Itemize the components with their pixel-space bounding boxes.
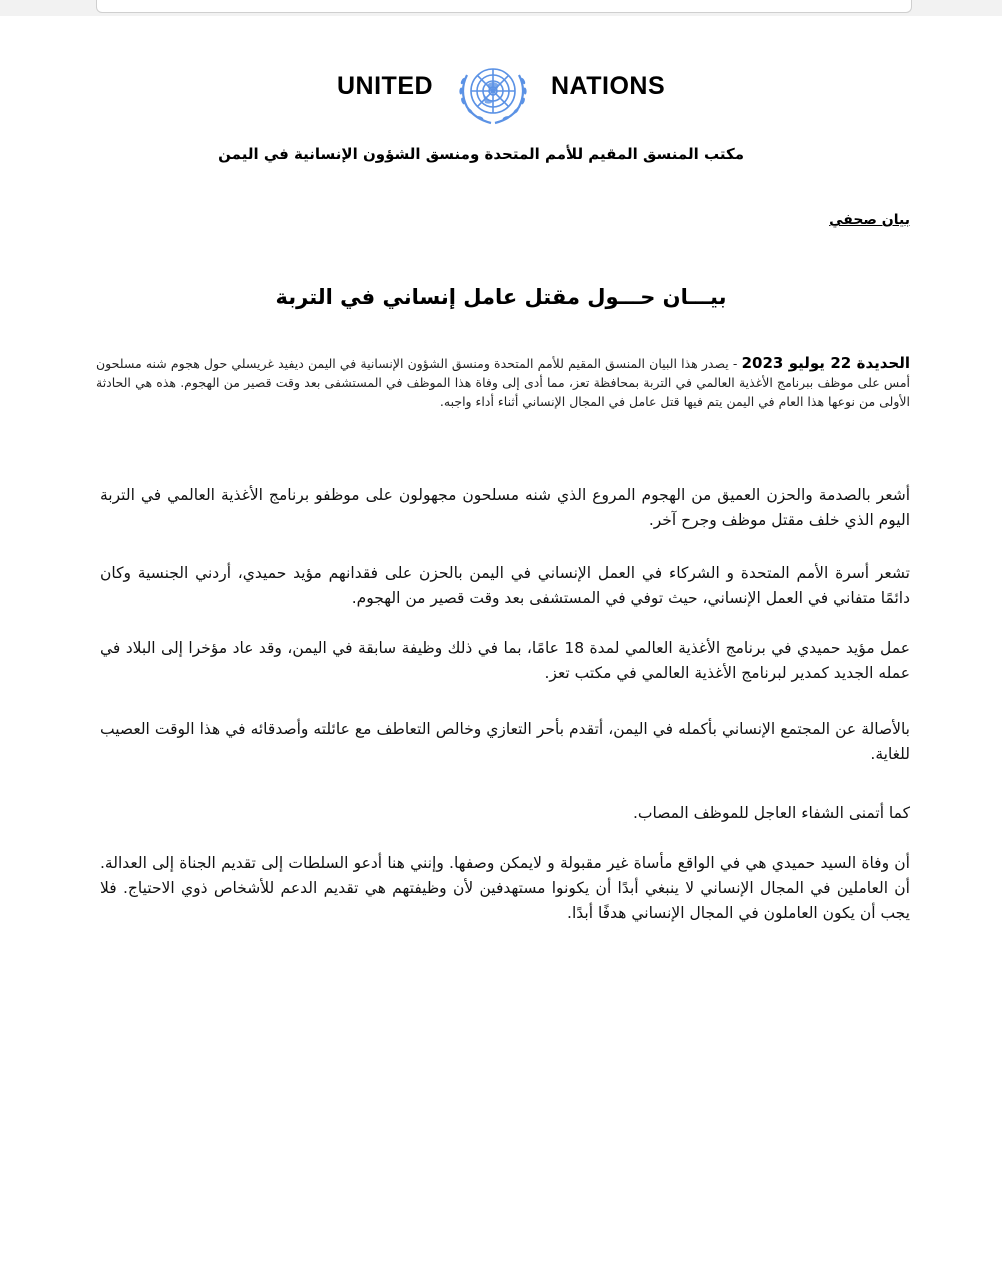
body-paragraph: كما أتمنى الشفاء العاجل للموظف المصاب. [632,804,910,822]
un-nations-word: NATIONS [551,72,666,100]
intro-text: - يصدر هذا البيان المنسق المقيم للأمم المتحدة ومنسق الشؤون الإنسانية في اليمن ديفيد غريسلي حول هجوم شنه مسلحون أمس على موظف ببرنامج الأغذية العالمي في التربة بمحافظة تعز، مما أدى إلى وفاة هذا الموظف في المستشفى بعد وقت قصير من الهجوم. هذه هي الحادثة الأولى من نوعها هذا العام في اليمن يتم فيها قتل عامل في المجال الإنساني أثناء أداء واجبه. [96,356,910,409]
body-paragraph: أن وفاة السيد حميدي هي في الواقع مأساة غير مقبولة و لايمكن وصفها. وإنني هنا أدعو السلطات إلى تقديم الجناة إلى العدالة. أن العاملين في المجال الإنساني لا ينبغي أبدًا أن يكونوا مستهدفين لأن وظيفتهم هي تقديم الدعم للأشخاص ذوي الاحتياج. فلا يجب أن يكون العاملون في المجال الإنساني هدفًا أبدًا. [100,854,910,922]
body-paragraph: عمل مؤيد حميدي في برنامج الأغذية العالمي لمدة 18 عامًا، بما في ذلك وظيفة سابقة في اليمن، وقد عاد مؤخرا إلى البلاد في عمله الجديد كمدير لبرنامج الأغذية العالمي في مكتب تعز. [100,639,911,682]
intro-paragraph [96,354,910,411]
un-united-word: UNITED [337,72,434,100]
body-paragraph: أشعر بالصدمة والحزن العميق من الهجوم المروع الذي شنه مسلحون مجهولون على موظفو برنامج الأغذية العالمي في التربة اليوم الذي خلف مقتل موظف وجرح آخر. [100,486,910,529]
top-frame [0,0,1002,16]
headline: بيـــان حـــول مقتل عامل إنساني في التربة [275,285,727,309]
press-release-label: بيان صحفي [829,212,910,228]
un-emblem-icon [453,55,533,131]
dateline: الحديدة 22 يوليو 2023 [741,354,910,372]
body-paragraph: بالأصالة عن المجتمع الإنساني بأكمله في اليمن، أتقدم بأحر التعازي وخالص التعاطف مع عائلته وأصدقائه في هذا الوقت العصيب للغاية. [100,720,910,763]
office-title: مكتب المنسق المقيم للأمم المتحدة ومنسق الشؤون الإنسانية في اليمن [218,145,744,163]
previous-card-edge [96,0,912,13]
body-paragraph: تشعر أسرة الأمم المتحدة و الشركاء في العمل الإنساني في اليمن بالحزن على فقدانهم مؤيد حميدي، أردني الجنسية وكان دائمًا متفاني في العمل الإنساني، حيث توفي في المستشفى بعد وقت قصير من الهجوم. [100,564,910,607]
